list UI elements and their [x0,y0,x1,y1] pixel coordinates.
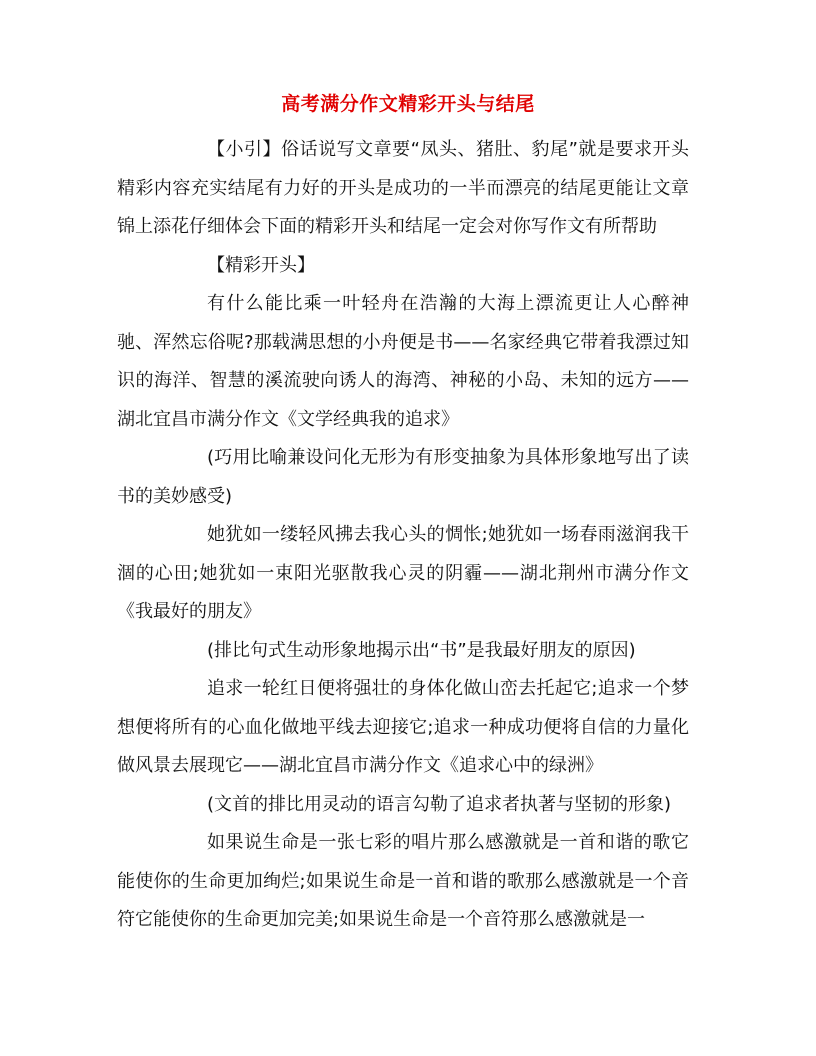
example-paragraph: 追求一轮红日便将强壮的身体化做山峦去托起它;追求一个梦想便将所有的心血化做地平线去迎接它;追求一种成功便将自信的力量化做风景去展现它——湖北宜昌市满分作文《追求心中的绿洲》 [117,678,689,776]
example-paragraph: 如果说生命是一张七彩的唱片那么感激就是一首和谐的歌它能使你的生命更加绚烂;如果说生命是一首和谐的歌那么感激就是一个音符它能使你的生命更加完美;如果说生命是一个音符那么感激就是一 [117,832,689,930]
commentary-paragraph: (排比句式生动形象地揭示出“书”是我最好朋友的原因) [207,639,636,661]
example-paragraph: 有什么能比乘一叶轻舟在浩瀚的大海上漂流更让人心醉神驰、浑然忘俗呢?那载满思想的小舟便是书——名家经典它带着我漂过知识的海洋、智慧的溪流驶向诱人的海湾、神秘的小岛、未知的远方——湖北宜昌市满分作文《文学经典我的追求》 [117,293,689,430]
document-body [117,131,689,940]
commentary-paragraph: (巧用比喻兼设问化无形为有形变抽象为具体形象地写出了读书的美妙感受) [117,447,689,507]
document-title: 高考满分作文精彩开头与结尾 [281,93,535,115]
intro-paragraph: 【小引】俗话说写文章要“凤头、猪肚、豹尾”就是要求开头精彩内容充实结尾有力好的开头是成功的一半而漂亮的结尾更能让文章锦上添花仔细体会下面的精彩开头和结尾一定会对你写作文有所帮助 [117,139,689,237]
section-heading-openings: 【精彩开头】 [207,254,315,276]
example-paragraph: 她犹如一缕轻风拂去我心头的惆怅;她犹如一场春雨滋润我干涸的心田;她犹如一束阳光驱散我心灵的阴霾——湖北荆州市满分作文《我最好的朋友》 [117,524,689,622]
commentary-paragraph: (文首的排比用灵动的语言勾勒了追求者执著与坚韧的形象) [207,793,672,815]
